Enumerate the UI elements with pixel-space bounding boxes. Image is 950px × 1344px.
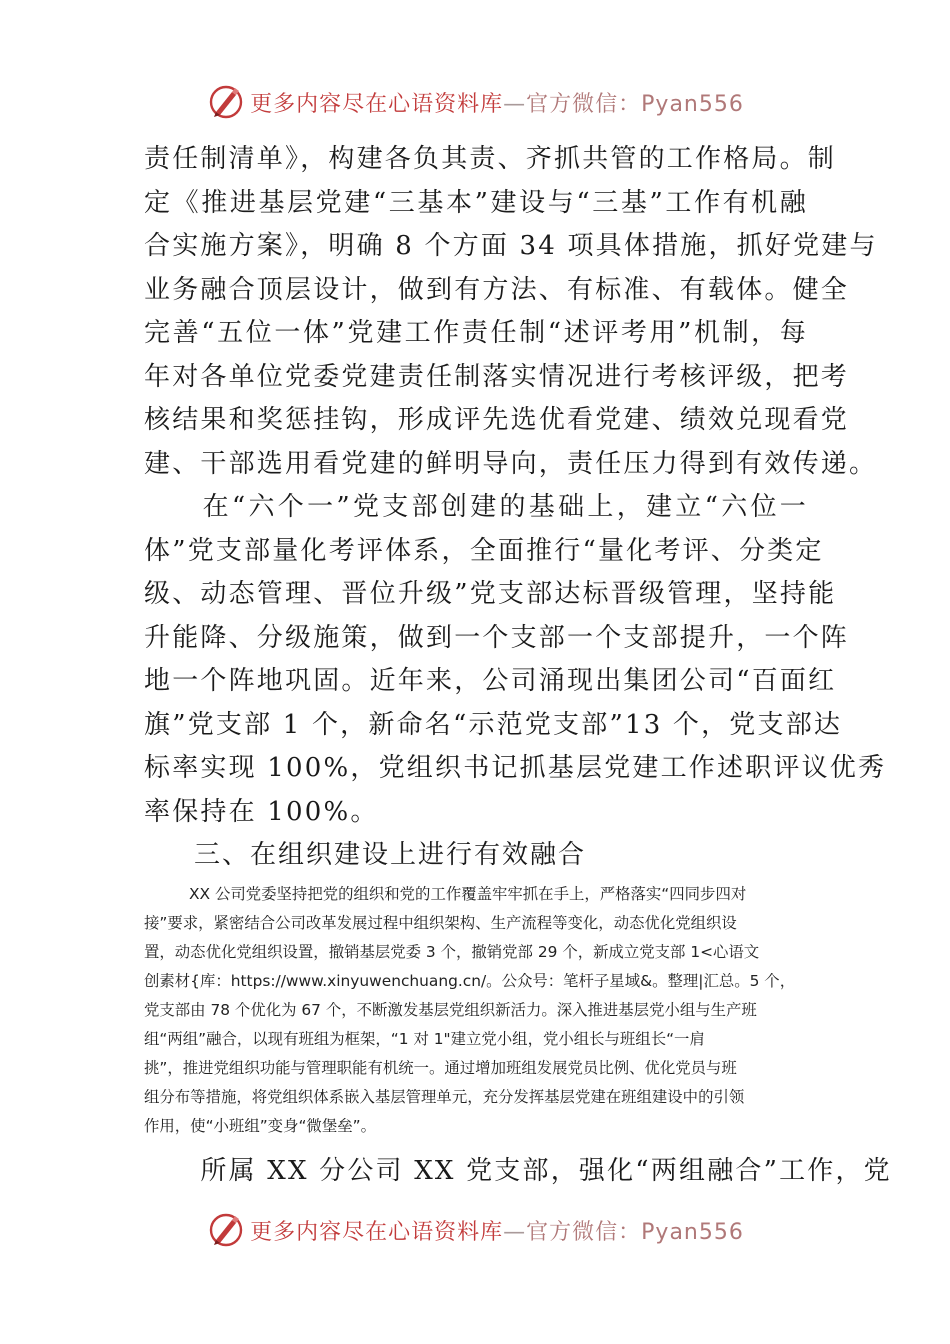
banner-dash: — (503, 1219, 527, 1245)
text-line: 在“六个一”党支部创建的基础上，建立“六位一 (144, 492, 808, 522)
text-line: 责任制清单》，构建各负其责、齐抓共管的工作格局。制 (144, 144, 837, 174)
text-line: 组分布等措施，将党组织体系嵌入基层管理单元，充分发挥基层党建在班组建设中的引领 (144, 1088, 745, 1106)
text-line: 创素材{库：https://www.xinyuwenchuang.cn/。公众号：笔杆子星域&。整理|汇总。5 个， (144, 972, 796, 990)
banner-wechat-label: 官方微信： (526, 1219, 642, 1245)
text-line: 接”要求，紧密结合公司改革发展过程中组织架构、生产流程等变化，动态优化党组织设 (144, 914, 737, 932)
banner-wechat-label: 官方微信： (526, 91, 642, 117)
banner-site-name: 更多内容尽在心语资料库 (250, 91, 504, 117)
banner-site-name: 更多内容尽在心语资料库 (250, 1219, 504, 1245)
text-line: 组“两组”融合，以现有班组为框架，“1 对 1"建立党小组，党小组长与班组长“一肩 (144, 1030, 705, 1048)
banner-dash: — (503, 91, 527, 117)
text-line: 地一个阵地巩固。近年来，公司涌现出集团公司“百面红 (144, 666, 837, 696)
banner-text (250, 1215, 744, 1246)
text-line: 率保持在 100%。 (144, 796, 379, 827)
text-line: 定《推进基层党建“三基本”建设与“三基”工作有机融 (144, 187, 808, 218)
text-line: 年对各单位党委党建责任制落实情况进行考核评级，把考 (144, 361, 850, 392)
footer-banner (0, 1208, 950, 1252)
text-line: 业务融合顶层设计，做到有方法、有标准、有载体。健全 (144, 274, 850, 305)
section-heading: 三、在组织建设上进行有效融合 (194, 840, 587, 870)
text-line: 级、动态管理、晋位升级”党支部达标晋级管理，坚持能 (144, 579, 837, 609)
text-line: 体”党支部量化考评体系，全面推行“量化考评、分类定 (144, 535, 824, 566)
banner-wechat-id: Pyan556 (641, 1219, 744, 1245)
pen-logo-icon (206, 1210, 246, 1250)
text-line: 置，动态优化党组织设置，撤销基层党委 3 个，撤销党部 29 个，新成立党支部 1<心语文 (144, 943, 760, 961)
text-line: 升能降、分级施策，做到一个支部一个支部提升，一个阵 (144, 622, 850, 653)
text-line: XX 公司党委坚持把党的组织和党的工作覆盖牢牢抓在手上，严格落实“四同步四对 (189, 885, 747, 903)
banner-text (250, 87, 744, 118)
paragraph-2 (144, 486, 887, 834)
text-line: 党支部由 78 个优化为 67 个，不断激发基层党组织新活力。深入推进基层党小组与生产班 (144, 1001, 757, 1019)
paragraph-3 (144, 880, 808, 1141)
text-line: 作用，使“小班组”变身“微堡垒”。 (144, 1117, 376, 1135)
text-line: 完善“五位一体”党建工作责任制“述评考用”机制，每 (144, 318, 808, 348)
text-line: 核结果和奖惩挂钩，形成评先选优看党建、绩效兑现看党 (144, 405, 850, 435)
text-line: 旗”党支部 1 个，新命名“示范党支部”13 个，党支部达 (144, 709, 843, 740)
pen-logo-icon (206, 82, 246, 122)
text-line: 所属 XX 分公司 XX 党支部，强化“两组融合”工作，党 (144, 1156, 892, 1186)
paragraph-4 (144, 1150, 892, 1194)
header-banner (0, 80, 950, 124)
paragraph-1 (144, 138, 878, 486)
banner-wechat-id: Pyan556 (641, 91, 744, 117)
text-line: 建、干部选用看党建的鲜明导向，责任压力得到有效传递。 (144, 448, 878, 479)
text-line: 合实施方案》，明确 8 个方面 34 项具体措施，抓好党建与 (144, 231, 878, 261)
text-line: 挑”，推进党组织功能与管理职能有机统一。通过增加班组发展党员比例、优化党员与班 (144, 1059, 737, 1077)
text-line: 标率实现 100%，党组织书记抓基层党建工作述职评议优秀 (144, 753, 887, 783)
